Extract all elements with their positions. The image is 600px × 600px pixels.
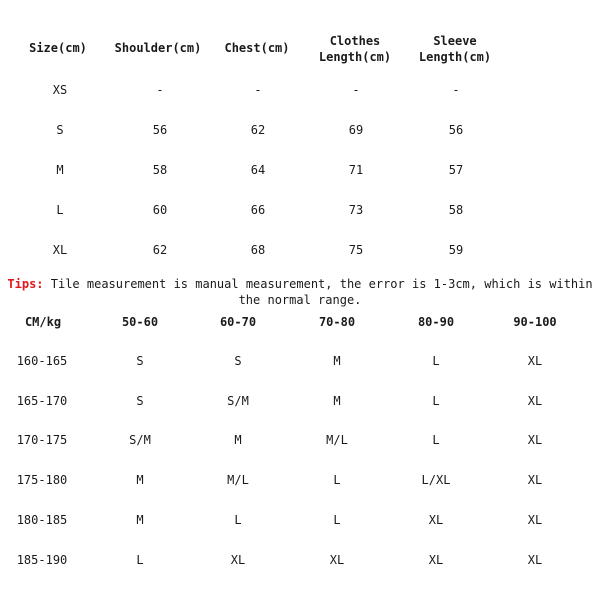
fit-cell: S xyxy=(136,354,144,368)
height-cell: 170-175 xyxy=(16,433,68,447)
fit-cell: XL xyxy=(527,433,543,447)
clothes-length-cell: - xyxy=(352,83,360,97)
height-cell: 185-190 xyxy=(16,553,68,567)
size-cell: XS xyxy=(52,83,68,97)
tips-note xyxy=(0,276,600,308)
height-weight-header: CM/kg xyxy=(24,315,62,329)
sleeve-length-header xyxy=(410,33,500,65)
sleeve-length-cell: 58 xyxy=(448,203,464,217)
fit-cell: XL xyxy=(527,513,543,527)
clothes-length-header xyxy=(310,33,400,65)
sleeve-length-cell: 59 xyxy=(448,243,464,257)
fit-cell: M xyxy=(136,473,144,487)
shoulder-cell: 56 xyxy=(152,123,168,137)
chest-cell: 68 xyxy=(250,243,266,257)
chest-header: Chest(cm) xyxy=(224,41,290,55)
clothes-length-header-line2: Length(cm) xyxy=(318,50,392,64)
fit-cell: XL xyxy=(527,354,543,368)
fit-cell: M xyxy=(234,433,242,447)
sleeve-length-header-line2: Length(cm) xyxy=(418,50,492,64)
fit-cell: L xyxy=(432,433,440,447)
size-header: Size(cm) xyxy=(29,41,87,55)
fit-cell: L xyxy=(136,553,144,567)
chest-cell: - xyxy=(254,83,262,97)
fit-cell: M xyxy=(333,394,341,408)
fit-cell: XL xyxy=(428,513,444,527)
chest-cell: 62 xyxy=(250,123,266,137)
chest-cell: 66 xyxy=(250,203,266,217)
fit-cell: L xyxy=(234,513,242,527)
fit-cell: XL xyxy=(230,553,246,567)
height-cell: 175-180 xyxy=(16,473,68,487)
fit-cell: S xyxy=(234,354,242,368)
shoulder-cell: 60 xyxy=(152,203,168,217)
fit-cell: XL xyxy=(527,394,543,408)
sleeve-length-cell: - xyxy=(452,83,460,97)
fit-cell: XL xyxy=(428,553,444,567)
fit-cell: L xyxy=(432,354,440,368)
size-cell: L xyxy=(56,203,64,217)
fit-cell: L/XL xyxy=(421,473,451,487)
fit-cell: S/M xyxy=(129,433,151,447)
weight-60-70-header: 60-70 xyxy=(219,315,257,329)
fit-cell: M xyxy=(333,354,341,368)
shoulder-cell: 62 xyxy=(152,243,168,257)
weight-50-60-header: 50-60 xyxy=(121,315,159,329)
fit-cell: M/L xyxy=(227,473,249,487)
size-cell: M xyxy=(56,163,64,177)
chest-cell: 64 xyxy=(250,163,266,177)
fit-cell: XL xyxy=(527,553,543,567)
fit-cell: S xyxy=(136,394,144,408)
sleeve-length-cell: 56 xyxy=(448,123,464,137)
fit-cell: M xyxy=(136,513,144,527)
clothes-length-header-line1: Clothes xyxy=(329,34,381,48)
fit-cell: L xyxy=(432,394,440,408)
tips-line1 xyxy=(0,276,600,292)
size-cell: XL xyxy=(52,243,68,257)
sleeve-length-cell: 57 xyxy=(448,163,464,177)
fit-cell: XL xyxy=(527,473,543,487)
height-cell: 180-185 xyxy=(16,513,68,527)
weight-90-100-header: 90-100 xyxy=(513,315,557,329)
fit-cell: L xyxy=(333,473,341,487)
tips-label: Tips: xyxy=(7,277,44,291)
fit-cell: M/L xyxy=(326,433,348,447)
weight-80-90-header: 80-90 xyxy=(417,315,455,329)
height-cell: 160-165 xyxy=(16,354,68,368)
fit-cell: XL xyxy=(329,553,345,567)
height-cell: 165-170 xyxy=(16,394,68,408)
size-cell: S xyxy=(56,123,64,137)
clothes-length-cell: 71 xyxy=(348,163,364,177)
fit-cell: L xyxy=(333,513,341,527)
weight-70-80-header: 70-80 xyxy=(318,315,356,329)
clothes-length-cell: 75 xyxy=(348,243,364,257)
clothes-length-cell: 69 xyxy=(348,123,364,137)
shoulder-header: Shoulder(cm) xyxy=(114,41,202,55)
shoulder-cell: 58 xyxy=(152,163,168,177)
fit-cell: S/M xyxy=(227,394,249,408)
tips-text: Tile measurement is manual measurement, the error is 1-3cm, which is within xyxy=(50,277,593,291)
sleeve-length-header-line1: Sleeve xyxy=(433,34,477,48)
shoulder-cell: - xyxy=(156,83,164,97)
clothes-length-cell: 73 xyxy=(348,203,364,217)
tips-line2: the normal range. xyxy=(238,293,362,307)
